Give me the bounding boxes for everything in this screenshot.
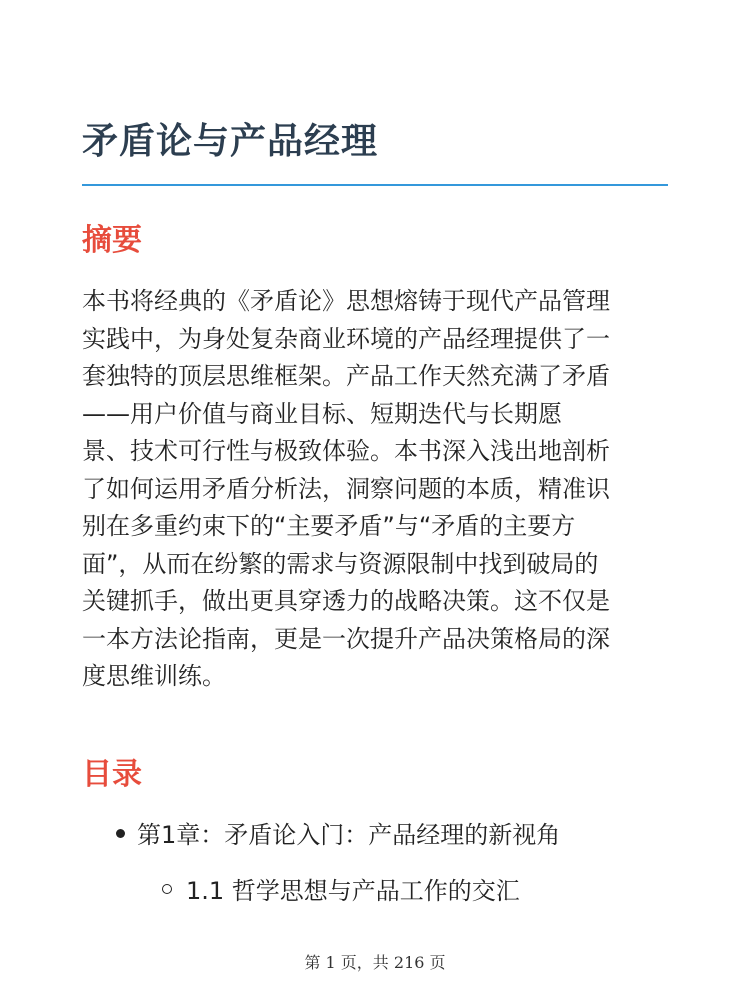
document-title: 矛盾论与产品经理 xyxy=(82,121,379,162)
bullet-dot-icon xyxy=(116,829,125,838)
abstract-line: 实践中，为身处复杂商业环境的产品经理提供了一 xyxy=(82,324,610,353)
abstract-line: 别在多重约束下的“主要矛盾”与“矛盾的主要方 xyxy=(82,512,576,540)
title-divider xyxy=(82,184,668,186)
abstract-line: 度思维训练。 xyxy=(82,662,226,690)
abstract-paragraph xyxy=(82,283,672,696)
toc-heading: 目录 xyxy=(82,757,142,792)
abstract-line: 了如何运用矛盾分析法，洞察问题的本质，精准识 xyxy=(82,474,610,503)
abstract-line: ——用户价值与商业目标、短期迭代与长期愿 xyxy=(82,399,562,428)
abstract-heading: 摘要 xyxy=(82,223,142,258)
abstract-line: 套独特的顶层思维框架。产品工作天然充满了矛盾 xyxy=(82,362,610,390)
bullet-circle-icon xyxy=(162,884,172,894)
toc-chapter-1[interactable] xyxy=(116,817,560,853)
abstract-line: 面”，从而在纷繁的需求与资源限制中找到破局的 xyxy=(82,549,599,578)
abstract-line: 景、技术可行性与极致体验。本书深入浅出地剖析 xyxy=(82,437,610,465)
toc-section-1-1[interactable] xyxy=(162,873,520,909)
abstract-line: 一本方法论指南，更是一次提升产品决策格局的深 xyxy=(82,624,610,653)
abstract-line: 关键抓手，做出更具穿透力的战略决策。这不仅是 xyxy=(82,587,610,615)
page-footer: 第 1 页，共 216 页 xyxy=(304,953,446,972)
toc-chapter-1-label: 第1章：矛盾论入门：产品经理的新视角 xyxy=(137,821,561,849)
abstract-line: 本书将经典的《矛盾论》思想熔铸于现代产品管理 xyxy=(82,287,610,315)
toc-section-1-1-label: 1.1 哲学思想与产品工作的交汇 xyxy=(186,877,520,905)
